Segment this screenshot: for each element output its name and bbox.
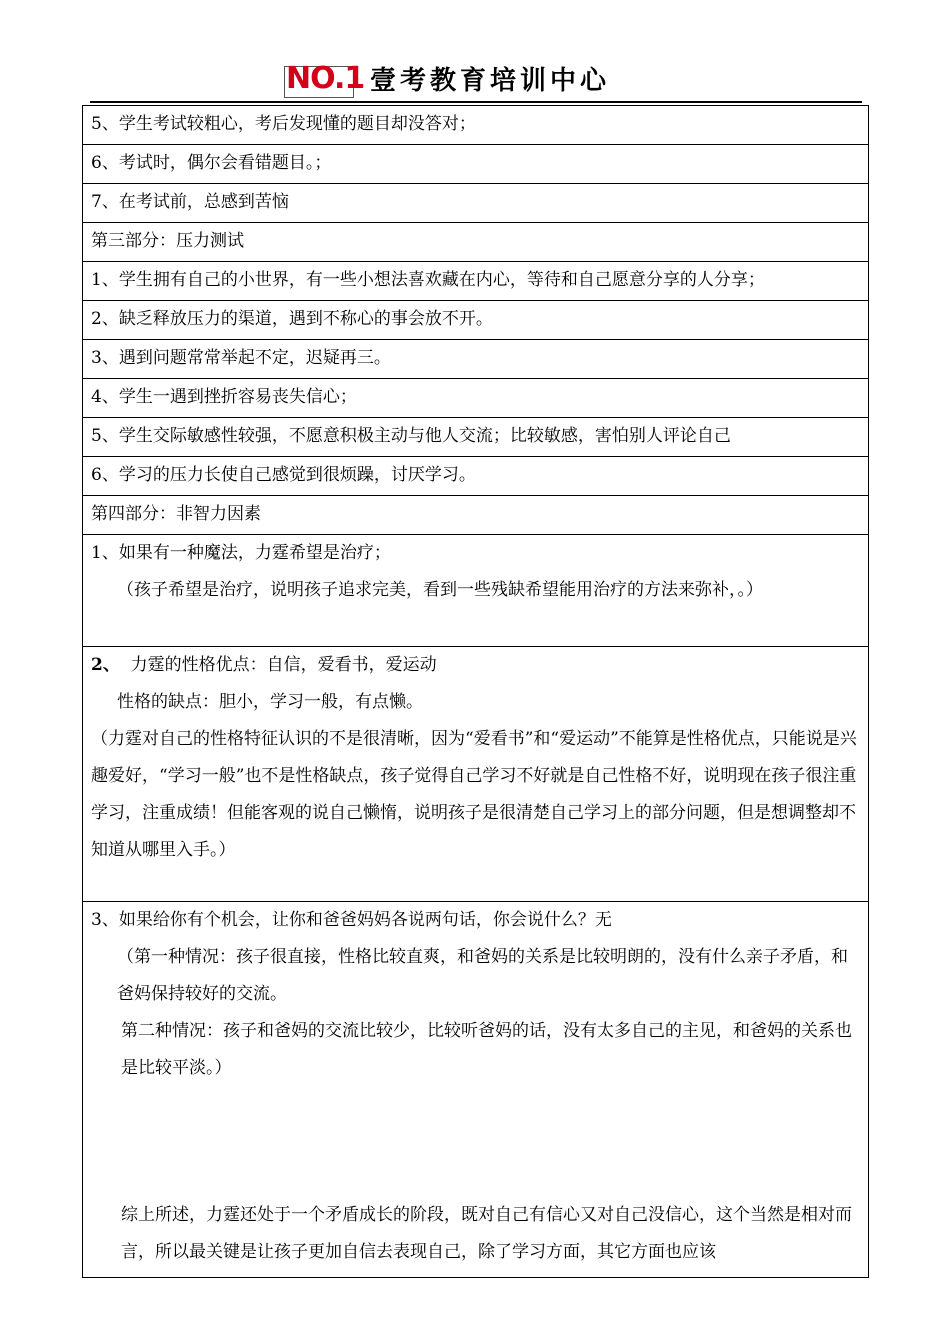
table-row bbox=[83, 535, 869, 647]
logo: NO.1 bbox=[286, 61, 365, 96]
question-number: 2、 bbox=[91, 655, 120, 675]
table-row bbox=[83, 902, 869, 1278]
row-text: 6、学习的压力长使自己感觉到很烦躁，讨厌学习。 bbox=[91, 465, 476, 485]
summary-text: 综上所述，力霆还处于一个矛盾成长的阶段，既对自己有信心又对自己没信心，这个当然是相对而言，所以最关键是让孩子更加自信去表现自己，除了学习方面，其它方面也应该 bbox=[121, 1205, 852, 1262]
question-text: 1、如果有一种魔法，力霆希望是治疗； bbox=[91, 543, 391, 563]
survey-table bbox=[82, 105, 869, 1278]
table-row bbox=[83, 457, 869, 496]
row-text: 4、学生一遇到挫折容易丧失信心； bbox=[91, 387, 357, 407]
answer-text: （孩子希望是治疗，说明孩子追求完美，看到一些残缺希望能用治疗的方法来弥补，。） bbox=[117, 580, 763, 600]
question-text: 力霆的性格优点：自信，爱看书，爱运动 bbox=[130, 655, 437, 675]
table-row bbox=[83, 647, 869, 902]
row-text: 7、在考试前，总感到苦恼 bbox=[91, 192, 289, 212]
answer-text: （第一种情况：孩子很直接，性格比较直爽，和爸妈的关系是比较明朗的，没有什么亲子矛盾，和爸妈保持较好的交流。 bbox=[117, 947, 848, 1004]
question-text: 3、如果给你有个机会，让你和爸爸妈妈各说两句话，你会说什么？无 bbox=[91, 910, 612, 930]
table-row bbox=[83, 145, 869, 184]
answer-text: （力霆对自己的性格特征认识的不是很清晰，因为“爱看书”和“爱运动”不能算是性格优点，只能说是兴趣爱好，“学习一般”也不是性格缺点，孩子觉得自己学习不好就是自己性格不好，说明现在孩子很注重学习，注重成绩！但能客观的说自己懒惰，说明孩子是很清楚自己学习上的部分问题，但是想调整却不知道从哪里入手。） bbox=[91, 729, 857, 860]
row-text: 5、学生考试较粗心，考后发现懂的题目却没答对； bbox=[91, 114, 476, 134]
page-header bbox=[270, 60, 630, 98]
header-rule bbox=[90, 101, 862, 103]
table-row bbox=[83, 340, 869, 379]
row-text: 1、学生拥有自己的小世界，有一些小想法喜欢藏在内心，等待和自己愿意分享的人分享； bbox=[91, 270, 765, 290]
row-text: 3、遇到问题常常举起不定，迟疑再三。 bbox=[91, 348, 391, 368]
table-row bbox=[83, 379, 869, 418]
section-heading-row bbox=[83, 223, 869, 262]
section-heading-row bbox=[83, 496, 869, 535]
table-row bbox=[83, 262, 869, 301]
org-name: 壹考教育培训中心 bbox=[370, 66, 611, 96]
table-row bbox=[83, 106, 869, 145]
table-row bbox=[83, 301, 869, 340]
table-row bbox=[83, 184, 869, 223]
row-text: 6、考试时，偶尔会看错题目。； bbox=[91, 153, 332, 173]
section-heading: 第三部分：压力测试 bbox=[91, 231, 244, 251]
row-text: 2、缺乏释放压力的渠道，遇到不称心的事会放不开。 bbox=[91, 309, 493, 329]
section-heading: 第四部分：非智力因素 bbox=[91, 504, 261, 524]
table-row bbox=[83, 418, 869, 457]
row-text: 5、学生交际敏感性较强，不愿意积极主动与他人交流；比较敏感，害怕别人评论自己 bbox=[91, 426, 731, 446]
question-text: 性格的缺点：胆小，学习一般，有点懒。 bbox=[117, 692, 423, 712]
answer-text: 第二种情况：孩子和爸妈的交流比较少，比较听爸妈的话，没有太多自己的主见，和爸妈的关系也是比较平淡。） bbox=[121, 1021, 852, 1078]
